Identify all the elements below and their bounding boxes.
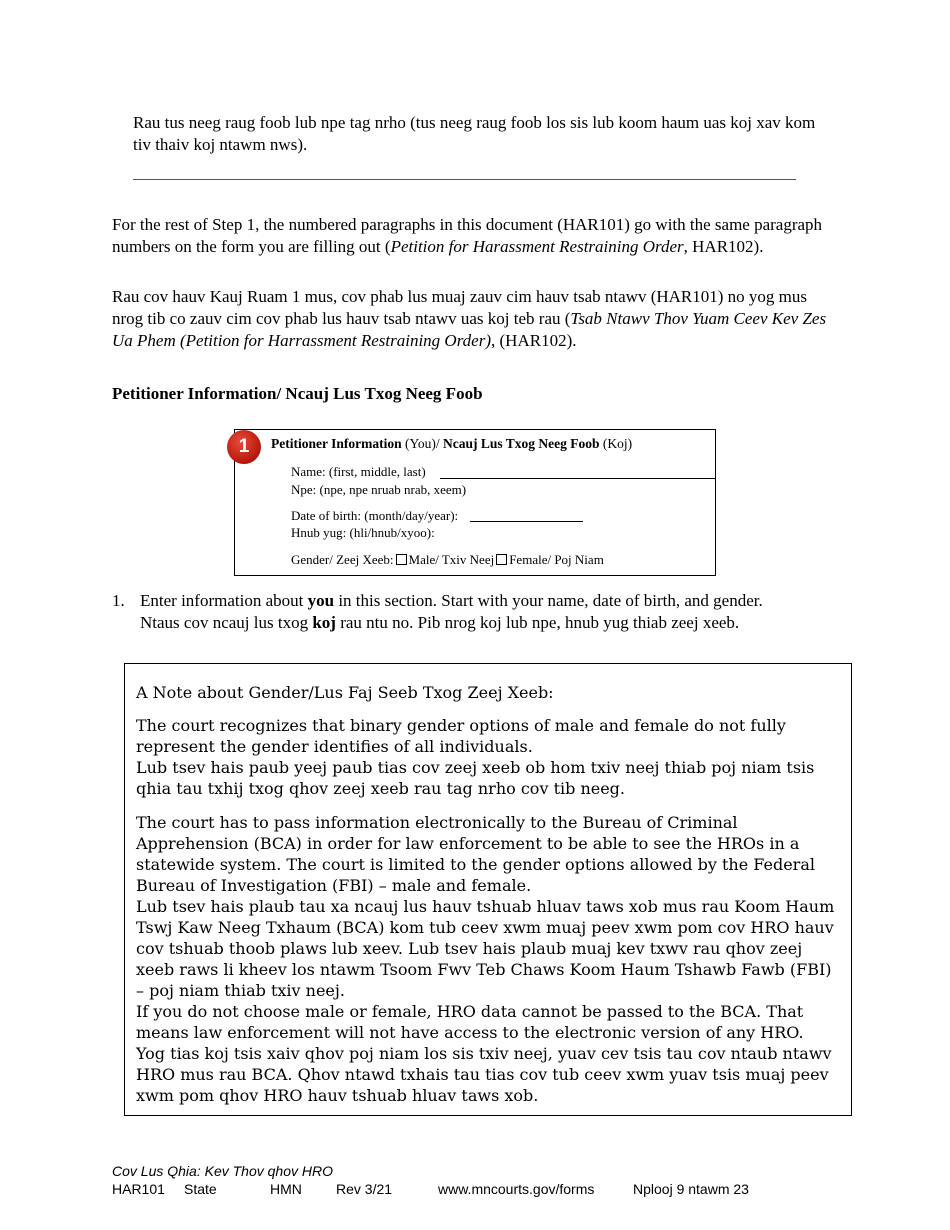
name-label-hmong: Npe: (npe, npe nruab nrab, xeem) — [291, 482, 467, 497]
note-paragraph-2: The court has to pass information electronically to the Bureau of Criminal Apprehension (BCA) in order for law enforcement to be able to see the HROs in a statewide system. The court is limited to the gender options allowed by the Federal Bureau of Investigation (FBI) – male and female. Lub tsev hais plaub tau xa ncauj lus hauv tshuab hluav taws xob mus rau Koom Haum Tswj Kaw Neeg Txhaum (BCA) kom tub ceev xwm muaj peev xwm pom cov HRO hauv cov tshuab thoob plaws lub xeev. Lub tsev hais plaub muaj kev txwv rau qhov zeej xeeb raws li kheev los ntawm Tsoom Fwv Teb Chaws Koom Haum Tshawb Fawb (FBI) – poj niam thiab txiv neej. If you do not choose male or female, HRO data cannot be passed to the BCA. That means law enforcement will not have access to the electronic version of any HRO. Yog tias koj tsis xaiv qhov poj niam los sis txiv neej, yuav cev tsis tau cov ntaub ntawv HRO mus rau BCA. Qhov ntawd txhais tau tias cov tub ceev xwm yuav tsis muaj peev xwm pom qhov HRO hauv tshuab hluav taws xob. — [136, 813, 835, 1105]
gender-row: Gender/ Zeej Xeeb: Male/ Txiv Neej Female/ Poj Niam — [291, 552, 604, 567]
intro-text: Rau tus neeg raug foob lub npe tag nrho (tus neeg raug foob los sis lub koom haum uas koj xav kom tiv thaiv koj ntawm nws). — [133, 113, 816, 154]
footer-page-number: Nplooj 9 ntawm 23 — [633, 1181, 749, 1197]
item-number: 1. — [112, 591, 125, 610]
step-paragraph-hmong: Rau cov hauv Kauj Ruam 1 mus, cov phab lus muaj zauv cim hauv tsab ntawv (HAR101) no yog mus nrog tib co zauv cim cov phab lus hauv tsab ntawv uas koj teb rau (Tsab Ntawv Thov Yuam Ceev Kev Zes Ua Phem (Petition for Harrassment Restraining Order), (HAR102). — [112, 287, 827, 350]
footer-scope: State — [184, 1181, 217, 1197]
footer-url[interactable]: www.mncourts.gov/forms — [438, 1181, 595, 1197]
footer-revision: Rev 3/21 — [336, 1181, 393, 1197]
note-paragraph-1: The court recognizes that binary gender options of male and female do not fully represent the gender identifies of all individuals. Lub tsev hais paub yeej paub tias cov zeej xeeb ob hom txiv neej thiab poj niam tsis qhia tau txhij txog qhov zeej xeeb rau tag nrho cov tib neeg. — [136, 716, 815, 798]
dob-label: Date of birth: (month/day/year): — [291, 508, 459, 523]
female-checkbox — [496, 554, 507, 565]
name-label: Name: (first, middle, last) — [291, 464, 426, 479]
footer-language: HMN — [270, 1181, 302, 1197]
step-paragraph-english: For the rest of Step 1, the numbered paragraphs in this document (HAR101) go with the same paragraph numbers on the form you are filling out (Petition for Harassment Restraining Order, HAR102). — [112, 215, 823, 256]
form-excerpt-title: Petitioner Information (You)/ Ncauj Lus Txog Neeg Foob (Koj) — [271, 436, 633, 451]
name-underline — [440, 478, 716, 479]
step-number-badge: 1 — [227, 430, 261, 464]
note-title: A Note about Gender/Lus Faj Seeb Txog Zeej Xeeb: — [136, 683, 554, 702]
item-line-hmong: Ntaus cov ncauj lus txog koj rau ntu no. Pib nrog koj lub npe, hnub yug thiab zeej xeeb. — [140, 613, 740, 632]
section-heading: Petitioner Information/ Ncauj Lus Txog Neeg Foob — [112, 384, 483, 403]
footer-doc-title: Cov Lus Qhia: Kev Thov qhov HRO — [112, 1163, 333, 1179]
dob-label-hmong: Hnub yug: (hli/hnub/xyoo): — [291, 525, 435, 540]
item-line-english: Enter information about you in this section. Start with your name, date of birth, and gender. — [140, 591, 763, 610]
dob-underline — [470, 521, 583, 522]
male-checkbox — [396, 554, 407, 565]
footer-form-code: HAR101 — [112, 1181, 165, 1197]
divider — [133, 179, 796, 180]
